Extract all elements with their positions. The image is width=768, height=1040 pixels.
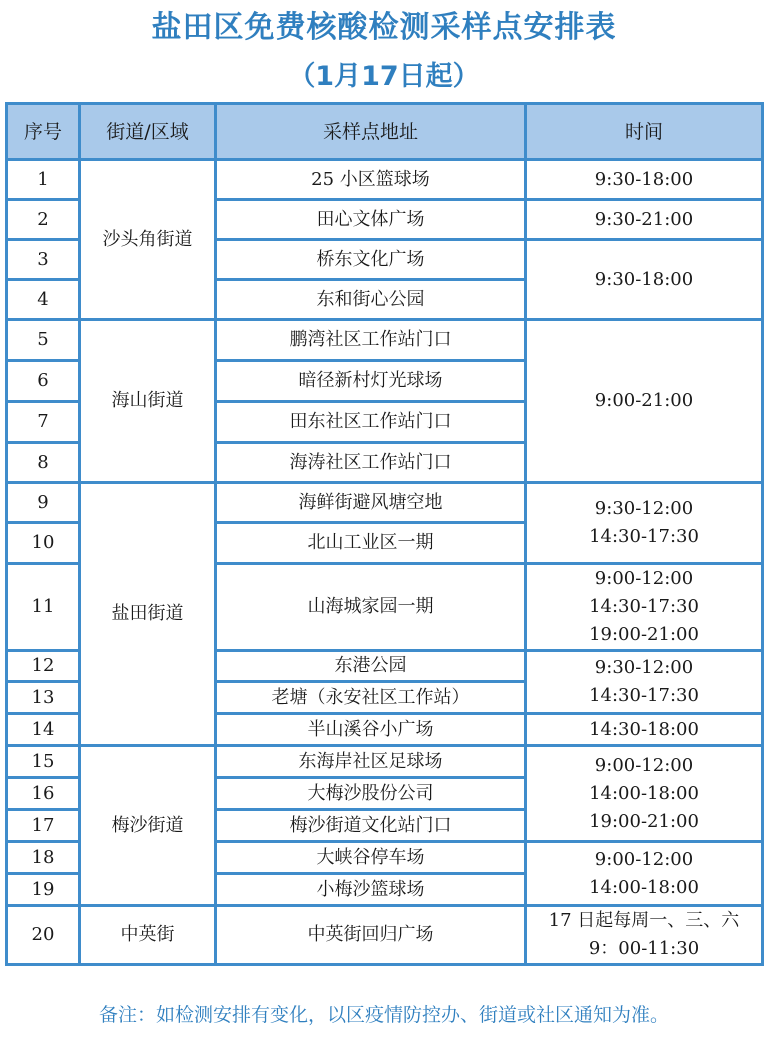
- cell-seq: 5: [7, 320, 80, 361]
- cell-seq: 17: [7, 810, 80, 842]
- cell-seq: 1: [7, 160, 80, 200]
- header-seq: 序号: [7, 104, 80, 160]
- time-line: 9:30-12:00: [594, 498, 694, 519]
- cell-street: 梅沙街道: [80, 746, 216, 906]
- header-row: [7, 104, 763, 160]
- time-line: 9:00-12:00: [594, 568, 694, 589]
- cell-street: 沙头角街道: [80, 160, 216, 320]
- page-title: 盐田区免费核酸检测采样点安排表: [151, 10, 617, 45]
- cell-address: 中英街回归广场: [216, 906, 526, 965]
- header-street: 街道/区域: [80, 104, 216, 160]
- cell-time: [526, 746, 763, 842]
- cell-address: 老塘（永安社区工作站）: [216, 682, 526, 714]
- time-line: 17 日起每周一、三、六: [548, 910, 740, 931]
- cell-street: 中英街: [80, 906, 216, 965]
- cell-street: 盐田街道: [80, 483, 216, 746]
- cell-address: 山海城家园一期: [216, 564, 526, 651]
- header-time: 时间: [526, 104, 763, 160]
- time-line: 14:30-17:30: [589, 596, 699, 617]
- cell-seq: 4: [7, 280, 80, 320]
- schedule-table: [5, 102, 764, 966]
- time-line: 19:00-21:00: [589, 810, 699, 832]
- time-line: 9:30-18:00: [594, 268, 694, 290]
- cell-street: 海山街道: [80, 320, 216, 483]
- cell-address: 暗径新村灯光球场: [216, 361, 526, 402]
- cell-seq: 19: [7, 874, 80, 906]
- cell-seq: 13: [7, 682, 80, 714]
- time-line: 9:00-12:00: [594, 848, 694, 870]
- page-subtitle: （1月17日起）: [288, 61, 480, 92]
- time-line: 19:00-21:00: [589, 624, 699, 645]
- cell-seq: 3: [7, 240, 80, 280]
- header-address: 采样点地址: [216, 104, 526, 160]
- time-line: 9:30-18:00: [594, 168, 694, 190]
- cell-seq: 20: [7, 906, 80, 965]
- time-line: 14:30-17:30: [589, 526, 699, 547]
- time-line: 9:00-12:00: [594, 754, 694, 776]
- cell-address: 梅沙街道文化站门口: [216, 810, 526, 842]
- time-line: 9:30-21:00: [594, 208, 694, 230]
- cell-seq: 10: [7, 523, 80, 564]
- cell-address: 东和街心公园: [216, 280, 526, 320]
- time-line: 9：00-11:30: [588, 938, 700, 959]
- cell-seq: 16: [7, 778, 80, 810]
- cell-seq: 15: [7, 746, 80, 778]
- cell-address: 东海岸社区足球场: [216, 746, 526, 778]
- time-line: 14:00-18:00: [589, 876, 699, 898]
- table-row: [7, 746, 763, 778]
- cell-time: [526, 483, 763, 564]
- cell-seq: 9: [7, 483, 80, 523]
- cell-seq: 14: [7, 714, 80, 746]
- table-row: [7, 483, 763, 523]
- cell-seq: 12: [7, 651, 80, 682]
- time-line: 14:30-17:30: [589, 685, 699, 706]
- time-line: 9:30-12:00: [594, 657, 694, 678]
- cell-address: 北山工业区一期: [216, 523, 526, 564]
- cell-time: [526, 714, 763, 746]
- cell-address: 桥东文化广场: [216, 240, 526, 280]
- cell-address: 田心文体广场: [216, 200, 526, 240]
- table-body: [7, 160, 763, 965]
- cell-seq: 7: [7, 402, 80, 443]
- cell-time: [526, 160, 763, 200]
- cell-seq: 8: [7, 443, 80, 483]
- cell-address: 小梅沙篮球场: [216, 874, 526, 906]
- cell-address: 海涛社区工作站门口: [216, 443, 526, 483]
- cell-address: 大梅沙股份公司: [216, 778, 526, 810]
- cell-time: [526, 651, 763, 714]
- cell-time: [526, 906, 763, 965]
- cell-address: 大峡谷停车场: [216, 842, 526, 874]
- cell-time: [526, 564, 763, 651]
- cell-address: 田东社区工作站门口: [216, 402, 526, 443]
- cell-seq: 11: [7, 564, 80, 651]
- cell-time: [526, 842, 763, 906]
- cell-time: [526, 240, 763, 320]
- cell-time: [526, 320, 763, 483]
- cell-address: 半山溪谷小广场: [216, 714, 526, 746]
- cell-address: 鹏湾社区工作站门口: [216, 320, 526, 361]
- cell-seq: 2: [7, 200, 80, 240]
- table-row: [7, 906, 763, 965]
- cell-address: 25 小区篮球场: [216, 160, 526, 200]
- table-row: [7, 160, 763, 200]
- footnote: 备注：如检测安排有变化，以区疫情防控办、街道或社区通知为准。: [98, 1004, 669, 1026]
- time-line: 14:00-18:00: [589, 782, 699, 804]
- cell-address: 东港公园: [216, 651, 526, 682]
- cell-time: [526, 200, 763, 240]
- cell-seq: 18: [7, 842, 80, 874]
- time-line: 14:30-18:00: [589, 718, 699, 740]
- table-row: [7, 320, 763, 361]
- cell-seq: 6: [7, 361, 80, 402]
- time-line: 9:00-21:00: [594, 390, 694, 411]
- cell-address: 海鲜街避风塘空地: [216, 483, 526, 523]
